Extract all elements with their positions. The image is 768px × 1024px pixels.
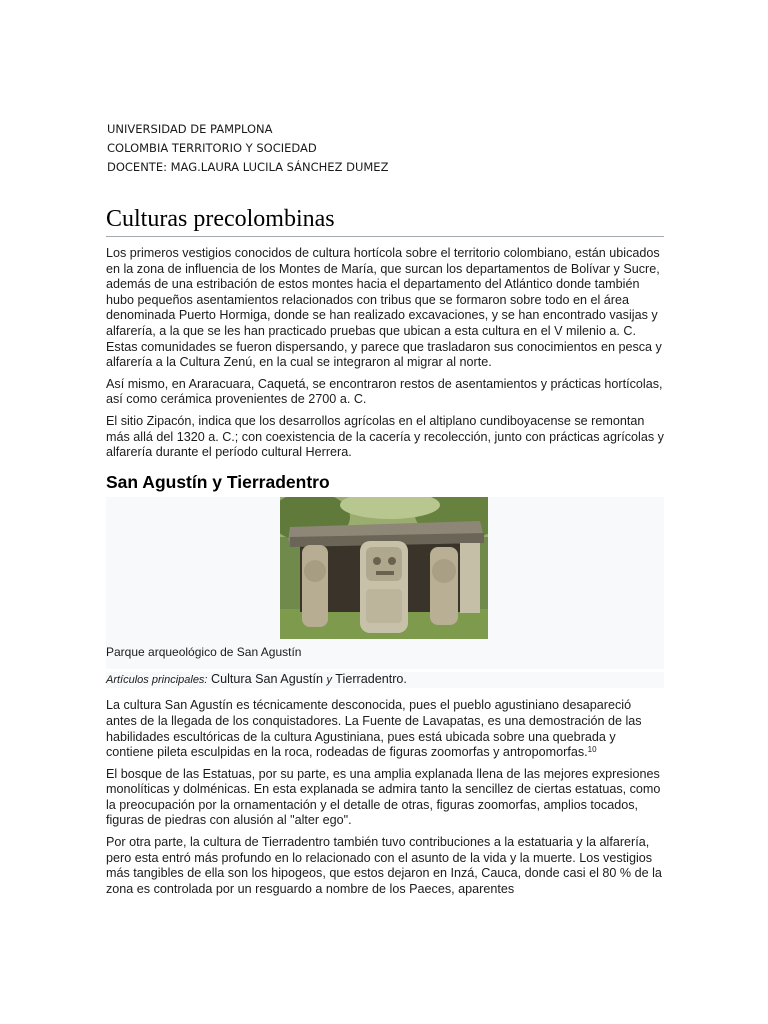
main-articles-note [106, 672, 664, 689]
figure-caption: Parque arqueológico de San Agustín [106, 644, 302, 659]
paragraph-1: Los primeros vestigios conocidos de cultura hortícola sobre el territorio colombiano, están ubicados en la zona de influencia de los Montes de María, que surcan los departamentos de Bolívar y Sucre, además de una estribación de estos montes hacia el departamento del Atlántico donde también hubo pequeños asentamientos relacionados con tribus que se formaron sobre todo en el área denominada Puerto Hormiga, donde se han realizado excavaciones, y se han encontrado vasijas y alfarería, a la que se les han practicado pruebas que ubican a esta cultura en el V milenio a. C. Estas comunidades se fueron dispersando, y parece que trasladaron sus conocimientos en pesca y alfarería a la Cultura Zenú, en la cual se integraron al migrar al norte. [106, 246, 662, 370]
article-title: Culturas precolombinas [106, 204, 664, 237]
main-article-link-san-agustin[interactable]: Cultura San Agustín [211, 671, 324, 686]
header-course: COLOMBIA TERRITORIO Y SOCIEDAD [107, 141, 317, 155]
main-articles-label: Artículos principales: [106, 673, 208, 686]
article-body [106, 204, 664, 903]
paragraph-4-text: La cultura San Agustín es técnicamente desconocida, pues el pueblo agustiniano desapareció antes de la llegada de los conquistadores. La Fuente de Lavapatas, es una demostración de las habilidades escultóricas de la cultura Agustiniana, pues está ubicada sobre una quebrada y contiene pileta esculpidas en la roca, rodeadas de figuras zoomorfas y antropomorfas. [106, 698, 642, 760]
section-title: San Agustín y Tierradentro [106, 471, 330, 492]
paragraph-3: El sitio Zipacón, indica que los desarrollos agrícolas en el altiplano cundiboyacense se remontan más allá del 1320 a. C.; con coexistencia de la cacería y recolección, junto con prácticas agrícolas y alfarería durante el período cultural Herrera. [106, 413, 664, 460]
document-header [107, 120, 388, 177]
paragraph-5: El bosque de las Estatuas, por su parte, es una amplia explanada llena de las mejores expresiones monolíticas y dolménicas. En esta explanada se admira tanto la sencillez de ciertas estatuas, como la preocupación por la ornamentación y el detalle de otras, figuras zoomorfas, amplios tocados, figuras de piedras con alusión al "alter ego". [106, 766, 661, 828]
reference-10[interactable]: 10 [587, 745, 597, 755]
paragraph-4 [106, 698, 664, 760]
paragraph-6: Por otra parte, la cultura de Tierradentro también tuvo contribuciones a la estatuaria y la alfarería, pero esta entró más profundo en lo relacionado con el asunto de la vida y la muerte. Los vestigios más tangibles de ella son los hipogeos, que estos dejaron en Inzá, Cauca, donde casi el 80 % de la zona es controlada por un resguardo a nombre de los Paeces, aparentes [106, 835, 662, 896]
figure [106, 497, 664, 669]
san-agustin-photo [280, 497, 488, 639]
header-university: UNIVERSIDAD DE PAMPLONA [107, 122, 273, 136]
header-teacher: DOCENTE: MAG.LAURA LUCILA SÁNCHEZ DUMEZ [107, 160, 389, 174]
main-articles-joiner: y [326, 673, 333, 686]
dolmen-statues-image [280, 497, 488, 639]
paragraph-2: Así mismo, en Araracuara, Caquetá, se encontraron restos de asentamientos y prácticas hortícolas, así como cerámica provenientes de 2700 a. C. [106, 376, 663, 407]
main-article-link-tierradentro[interactable]: Tierradentro. [335, 671, 407, 686]
